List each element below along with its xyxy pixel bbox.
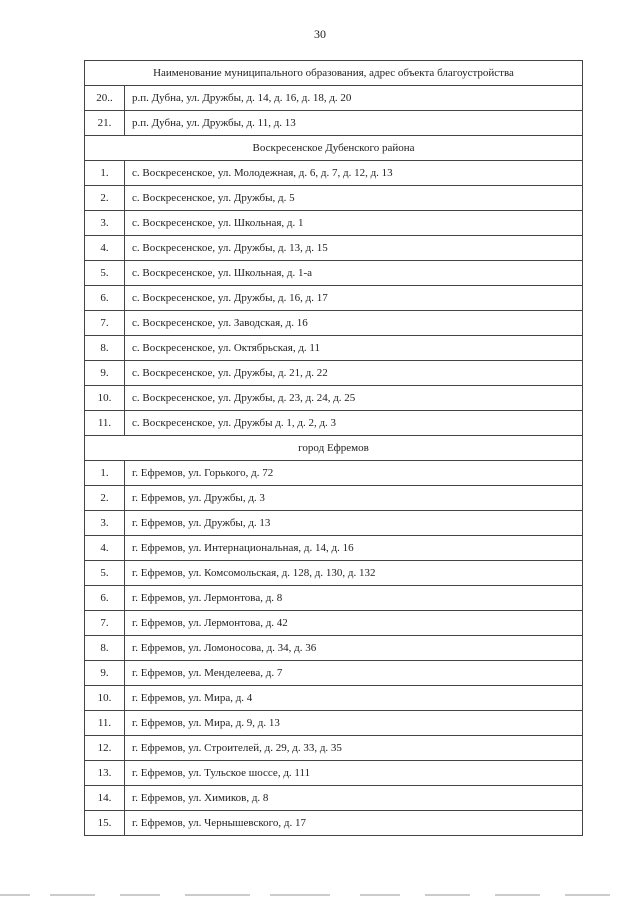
table-body <box>85 61 583 836</box>
row-number: 20.. <box>85 86 125 111</box>
table-header-row <box>85 61 583 86</box>
row-address: г. Ефремов, ул. Лермонтова, д. 42 <box>125 611 583 636</box>
section-title: Воскресенское Дубенского района <box>85 136 583 161</box>
row-number: 7. <box>85 611 125 636</box>
row-number: 6. <box>85 286 125 311</box>
row-address: с. Воскресенское, ул. Дружбы, д. 5 <box>125 186 583 211</box>
objects-table <box>84 60 583 836</box>
table-row <box>85 561 583 586</box>
table-row <box>85 536 583 561</box>
table-row <box>85 286 583 311</box>
row-number: 10. <box>85 686 125 711</box>
row-address: г. Ефремов, ул. Менделеева, д. 7 <box>125 661 583 686</box>
row-address: г. Ефремов, ул. Дружбы, д. 13 <box>125 511 583 536</box>
table-row <box>85 211 583 236</box>
row-address: г. Ефремов, ул. Мира, д. 4 <box>125 686 583 711</box>
row-address: г. Ефремов, ул. Лермонтова, д. 8 <box>125 586 583 611</box>
table-row <box>85 736 583 761</box>
row-address: с. Воскресенское, ул. Дружбы, д. 16, д. 17 <box>125 286 583 311</box>
row-number: 2. <box>85 486 125 511</box>
table-row <box>85 486 583 511</box>
row-address: г. Ефремов, ул. Химиков, д. 8 <box>125 786 583 811</box>
row-address: г. Ефремов, ул. Мира, д. 9, д. 13 <box>125 711 583 736</box>
row-number: 9. <box>85 661 125 686</box>
table-row <box>85 186 583 211</box>
row-address: с. Воскресенское, ул. Молодежная, д. 6, д. 7, д. 12, д. 13 <box>125 161 583 186</box>
table-row <box>85 161 583 186</box>
table-row <box>85 361 583 386</box>
table-row <box>85 236 583 261</box>
row-number: 4. <box>85 536 125 561</box>
section-title: город Ефремов <box>85 436 583 461</box>
scan-edge-marks <box>0 892 640 898</box>
row-address: с. Воскресенское, ул. Дружбы, д. 13, д. 15 <box>125 236 583 261</box>
row-number: 4. <box>85 236 125 261</box>
row-number: 10. <box>85 386 125 411</box>
row-address: с. Воскресенское, ул. Дружбы д. 1, д. 2, д. 3 <box>125 411 583 436</box>
row-address: с. Воскресенское, ул. Дружбы, д. 23, д. 24, д. 25 <box>125 386 583 411</box>
row-number: 6. <box>85 586 125 611</box>
table-row <box>85 411 583 436</box>
table-row <box>85 636 583 661</box>
row-address: г. Ефремов, ул. Чернышевского, д. 17 <box>125 811 583 836</box>
table-row <box>85 586 583 611</box>
table-row <box>85 786 583 811</box>
row-number: 1. <box>85 461 125 486</box>
row-number: 21. <box>85 111 125 136</box>
row-number: 8. <box>85 636 125 661</box>
table-row <box>85 336 583 361</box>
page-number: 30 <box>314 27 326 41</box>
row-address: г. Ефремов, ул. Ломоносова, д. 34, д. 36 <box>125 636 583 661</box>
row-address: р.п. Дубна, ул. Дружбы, д. 14, д. 16, д. 18, д. 20 <box>125 86 583 111</box>
section-header-row <box>85 136 583 161</box>
row-number: 2. <box>85 186 125 211</box>
row-number: 7. <box>85 311 125 336</box>
row-address: с. Воскресенское, ул. Дружбы, д. 21, д. 22 <box>125 361 583 386</box>
row-number: 9. <box>85 361 125 386</box>
row-address: г. Ефремов, ул. Строителей, д. 29, д. 33, д. 35 <box>125 736 583 761</box>
row-address: г. Ефремов, ул. Горького, д. 72 <box>125 461 583 486</box>
row-number: 12. <box>85 736 125 761</box>
row-number: 3. <box>85 211 125 236</box>
row-number: 15. <box>85 811 125 836</box>
row-address: с. Воскресенское, ул. Октябрьская, д. 11 <box>125 336 583 361</box>
section-header-row <box>85 436 583 461</box>
table-row <box>85 761 583 786</box>
row-number: 14. <box>85 786 125 811</box>
table-row <box>85 686 583 711</box>
row-address: г. Ефремов, ул. Дружбы, д. 3 <box>125 486 583 511</box>
row-number: 8. <box>85 336 125 361</box>
table-row <box>85 261 583 286</box>
row-address: г. Ефремов, ул. Тульское шоссе, д. 111 <box>125 761 583 786</box>
table-row <box>85 711 583 736</box>
table-row <box>85 386 583 411</box>
table-row <box>85 811 583 836</box>
row-number: 3. <box>85 511 125 536</box>
row-address: г. Ефремов, ул. Комсомольская, д. 128, д. 130, д. 132 <box>125 561 583 586</box>
table-row <box>85 511 583 536</box>
table-row <box>85 86 583 111</box>
table-header: Наименование муниципального образования, адрес объекта благоустройства <box>85 61 583 86</box>
row-number: 1. <box>85 161 125 186</box>
row-address: р.п. Дубна, ул. Дружбы, д. 11, д. 13 <box>125 111 583 136</box>
row-number: 11. <box>85 711 125 736</box>
table-row <box>85 461 583 486</box>
table-row <box>85 311 583 336</box>
row-number: 5. <box>85 261 125 286</box>
row-address: с. Воскресенское, ул. Заводская, д. 16 <box>125 311 583 336</box>
row-number: 11. <box>85 411 125 436</box>
row-address: г. Ефремов, ул. Интернациональная, д. 14, д. 16 <box>125 536 583 561</box>
row-number: 5. <box>85 561 125 586</box>
table-row <box>85 661 583 686</box>
row-address: с. Воскресенское, ул. Школьная, д. 1 <box>125 211 583 236</box>
row-address: с. Воскресенское, ул. Школьная, д. 1-а <box>125 261 583 286</box>
row-number: 13. <box>85 761 125 786</box>
table-row <box>85 611 583 636</box>
table-row <box>85 111 583 136</box>
